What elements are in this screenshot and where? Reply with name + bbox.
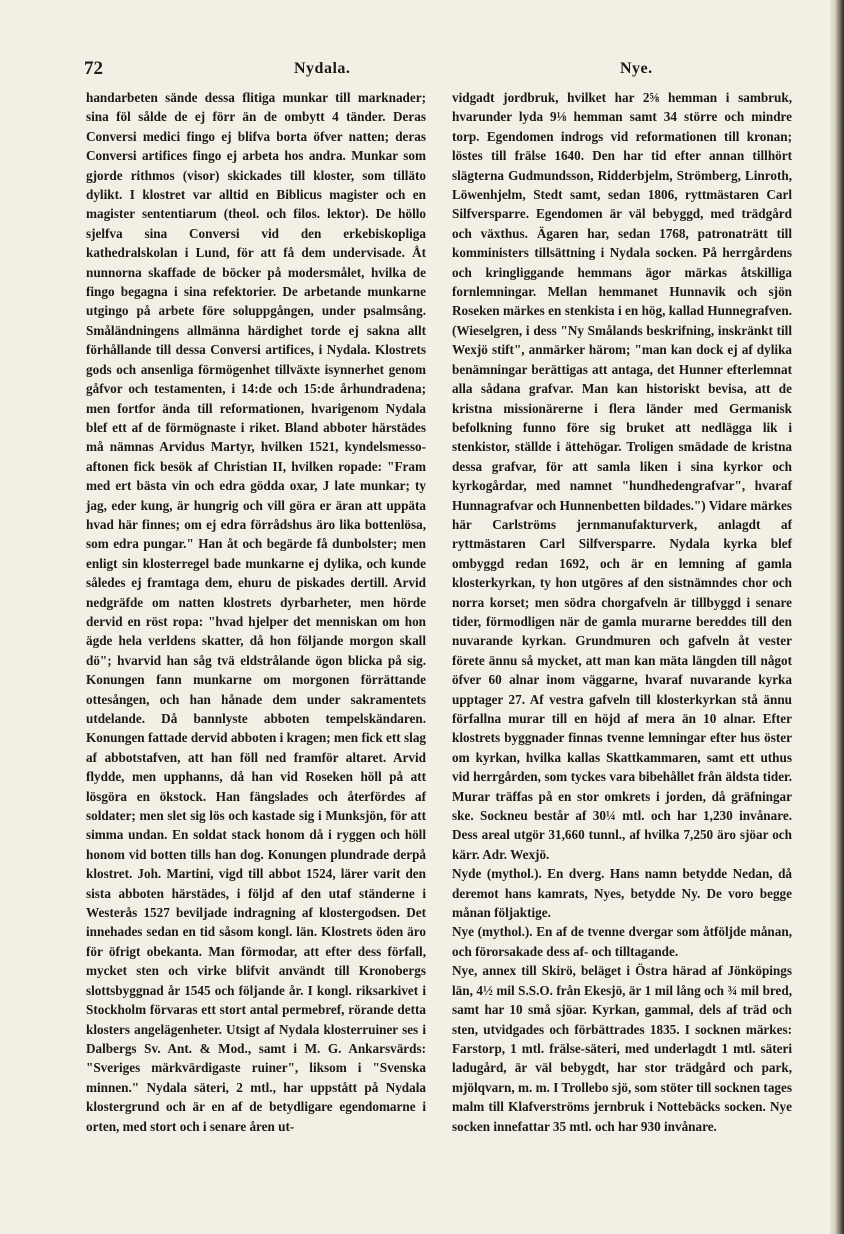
entry-nye-mythol-headword: Nye [452, 924, 474, 940]
running-head-right: Nye. [620, 60, 653, 77]
right-column [452, 88, 792, 1136]
entry-nye-parish [452, 961, 792, 1136]
page-edge-shadow [830, 0, 844, 1234]
left-column-text: handarbeten sände dessa flitiga munkar till marknader; sina föl sålde de ej förr än de ombytt 4 tänder. Deras Conversi medici fingo ej blifva borta öfver natten; deras Conversi artifices fingo ej arbeta hos andra. Munkar som gjorde rithmos (visor) skickades till kloster, som tilläto dylikt. I klostret var alltid en Biblicus magister och en magister sententiarum (theol. och filos. lektor). De höllo sjelfva sina Conversi vid den erkebiskopliga kathedralskolan i Lund, för att få dem undervisade. Åt nunnorna skaffade de böcker på modersmålet, hvilka de fingo begagna i sina refektorier. De arbetande munkarne utgingo på arbete före soluppgången, under psalmsång. Småländningens allmänna härdighet torde ej sakna allt förhållande till dessa Conversi artifices, i Nydala. Klostrets gods och ansenliga förmögenhet tillväxte isynnerhet genom gåfvor och testamenten, i 14:de och 15:de århundradena; men fortfor ända till reformationen, hvarigenom Nydala blef ett af de förmögnaste i riket. Bland abboter härstädes må nämnas Arvidus Martyr, hvilken 1521, kyndelsmesso-aftonen fick besök af Christian II, hvilken ropade: "Fram med ert bästa vin och edra gödda oxar, J late munkar; ty jag, eder kung, är hungrig och vill göra er äran att uppäta hvad här finnes; om ej edra förrådshus äro lika bottenlösa, som edra pungar." Han åt och begärde få dunbolster; men enligt sin klosterregel bade munkarne ej dylika, och kunde således ej framtaga dem, ehuru de piskades dertill. Arvid nedgräfde om natten klostrets dyrbarheter, men hörde dervid en röst ropa: "hvad hjelper det menniskan om hon ägde hela verldens skatter, då hon följande morgon skall dö"; hvarvid han såg tvä eldstrålande ögon blicka på sig. Konungen fann munkarne om morgonen förrättande ottesången, och han hånade dem under sakramentets utdelande. Då bannlyste abboten tempelskändaren. Konungen fattade dervid abboten i kragen; men fick ett slag af abbotstafven, att han föll ned framför altaret. Arvid flydde, men upphanns, då han vid Roseken höll på att lösgöra en ökstock. Han fängslades och återfördes af soldater; men slet sig lös och kastade sig i Munksjön, för att simma undan. En soldat stack honom då i ryggen och höll honom vid botten tills han dog. Konungen plundrade derpå klostret. Joh. Martini, vigd till abbot 1524, lärer varit den sista abboten härstädes, i följd af den utaf ständerne i Westerås 1527 beviljade indragning af klostergodsen. Det innehades sedan en tid såsom kongl. län. Klostrets öden äro för öfrigt obekanta. Man förmodar, att efter dess förfall, mycket sten och virke blifvit användt till Kronobergs slottsbyggnad år 1545 och följande år. I kongl. riksarkivet i Stockholm förvaras ett stort antal permebref, rörande detta klosters angelägenheter. Utsigt af Nydala klosterruiner ses i Dalbergs Sv. Ant. & Mod., samt i M. G. Ankarsvärds: "Sveriges märkvärdigaste ruiner", liksom i "Svenska minnen." Nydala säteri, 2 mtl., har uppstått på Nydala klostergrund och är en af de betydligare egendomarne i orten, med stort och i senare åren ut- [86, 90, 426, 1134]
page-number: 72 [84, 58, 103, 79]
entry-nye-mythol-body: (mythol.). En af de tvenne dvergar som åtföljde månan, och förorsakade dess af- och tilltagande. [452, 924, 792, 959]
entry-nye-mythol [452, 922, 792, 961]
entry-nyde [452, 864, 792, 922]
entry-nye-parish-body: annex till Skirö, beläget i Östra härad af Jönköpings län, 4½ mil S.S.O. från Ekesjö, är 1 mil lång och ¾ mil bred, samt har 10 små sjöar. Kyrkan, gammal, dels af träd och sten, utvidgades och förbättrades 1835. I socknen märkes: Farstorp, 1 mtl. frälse-säteri, med underlagdt 1 mtl. säteri ladugård, är väl bebygdt, har stor trädgård och park, mjölqvarn, m. m. I Trollebo sjö, som stöter till socknen tages malm till Klafverströms jernbruk i Nottebäcks socken. Nye socken innefattar 35 mtl. och har 930 invånare. [452, 963, 792, 1134]
left-column [86, 88, 426, 1136]
running-head-left: Nydala. [294, 60, 351, 77]
entry-nyde-headword: Nyde [452, 866, 482, 882]
page-header [84, 58, 774, 84]
entry-nyde-body: (mythol.). En dverg. Hans namn betydde Nedan, då deremot hans kamrats, Nyes, betydde Ny. De voro begge månan följaktige. [452, 866, 793, 921]
entry-nye-parish-headword: Nye, [452, 963, 478, 979]
nydala-continuation-paragraph: vidgadt jordbruk, hvilket har 2⅝ hemman i sambruk, hvarunder lyda 9⅛ hemman samt 34 större och mindre torp. Egendomen indrogs vid reformationen till kronan; löstes till frälse 1640. Den har tid efter annan tillhört slägterna Gudmundsson, Ridderbjelm, Strömberg, Linroth, Löwenhjelm, Stedt samt, sedan 1806, ryttmästaren Carl Silfversparre. Egendomen är väl bebyggd, med trädgård och växthus. Ägaren har, sedan 1768, patronaträtt till komministers tillsättning i Nydala socken. På herrgårdens och kringliggande hemmans ägor märkas åtskilliga fornlemningar. Mellan hemmanet Hunnavik och sjön Roseken märkes en stenkista i en hög, kallad Hunnegrafven. (Wieselgren, i dess "Ny Smålands beskrifning, inskränkt till Wexjö stift", anmärker härom; "man kan dock ej af dylika benämningar berättigas att antaga, det Hunner efterlemnat alla sådana grafvar. Man kan historiskt bevisa, att de kristna missionärerne i flera länder med Germanisk befolkning funno före sig bruket att nedlägga lik i stenkistor, ställde i ättehögar. Troligen smädade de kristna dessa grafvar, för att samla liken i sina kyrkor och kyrkogårdar, med namnet "hundhedengrafvar", hvaraf Hunnagrafvar och Hunnenbetten bildades.") Vidare märkes här Carlströms jernmanufakturverk, anlagdt af ryttmästaren Carl Silfversparre. Nydala kyrka blef ombyggd redan 1692, och är en lemning af gamla klosterkyrkan, ty hon utgöres af den sistnämndes chor och norra korset; men södra chorgafveln är tillbyggd i senare tider, förmodligen när de gamla murarne bereddes till den nuvarande kyrkan. Grundmuren och gafveln åt vester förete ännu så mycket, att man kan mäta längden till något öfver 60 alnar inom väggarne, hvaraf nuvarande kyrka upptager 27. Af vestra gafveln till klosterkyrkan stå ännu förfallna murar till en höjd af mera än 10 alnar. Efter klostrets byggnader finnas tvenne lemningar efter hus öster om kyrkan, hvilka kallas Skattkammaren, samt ett uthus vid herrgården, som tyckes vara bibehållet från äldsta tider. Murar träffas på en stor omkrets i jorden, då gräfningar ske. Sockneu består af 30¼ mtl. och har 1,230 invånare. Dess areal utgör 31,660 tunnl., af hvilka 7,250 äro sjöar och kärr. Adr. Wexjö. [452, 90, 792, 862]
